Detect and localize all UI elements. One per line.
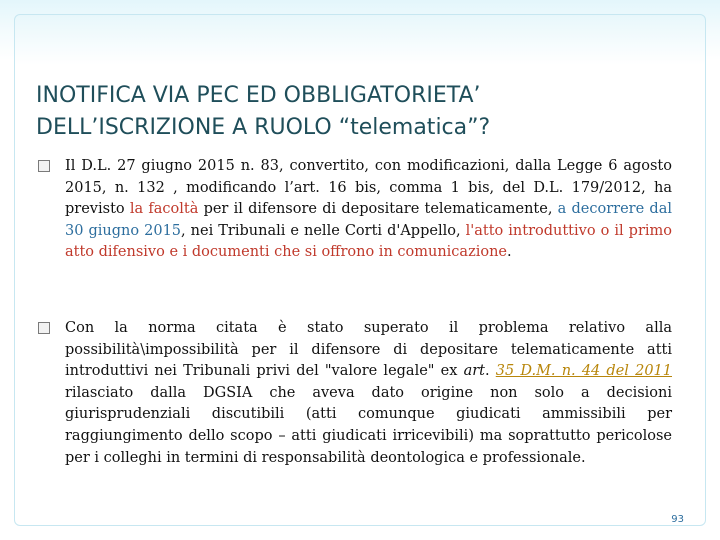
p1-highlight-facolta: la facoltà: [129, 201, 199, 218]
p2-text-e: rilasciato dalla DGSIA che aveva dato origine non solo a decisioni giurisprudenziali discutibili (atti comunque giudicati ammissibili per raggiungimento dello scopo – atti giudicati irricevibili) ma soprattutto pericolose per i colleghi in termini di responsabilità deontologica e professionale.: [65, 384, 672, 466]
p2-text-a: Con la norma citata è stato superato il problema relativo alla possibilità\impossibilità per il difensore di depositare telematicamente atti introduttivi nei Tribunali privi del "valore legale" ex: [65, 320, 672, 380]
bullet-box-icon: [38, 322, 50, 334]
page-number: 93: [671, 514, 684, 525]
p1-text-g: .: [507, 244, 512, 261]
p1-text-e: , nei Tribunali e nelle Corti d'Appello,: [181, 222, 466, 239]
paragraph-1-text: [65, 156, 672, 264]
p2-art: art: [463, 363, 485, 380]
p1-text-a: Il D.L. 27 giugno 2015 n. 83, convertito, con modificazioni, dalla Legge 6 agosto 2015, n. 132 , modificando l’art. 16 bis, comma 1 bis, del D.L. 179/2012, ha previsto: [65, 158, 672, 218]
dm-44-2011-link[interactable]: 35 D.M. n. 44 del 2011: [495, 363, 672, 380]
title-line-2: DELL’ISCRIZIONE A RUOLO “telematica”?: [36, 115, 491, 140]
slide-title: [36, 80, 676, 144]
p1-highlight-date: a decorrere dal 30 giugno 2015: [65, 201, 672, 239]
bullet-box-icon: [38, 160, 50, 172]
paragraph-2-text: [65, 318, 672, 469]
p1-highlight-atto: l'atto introduttivo o il primo atto difensivo e i documenti che si offrono in comunicazione: [65, 222, 672, 261]
title-line-1: INOTIFICA VIA PEC ED OBBLIGATORIETA’: [36, 83, 481, 108]
bullet-paragraph-1: [38, 156, 672, 264]
p2-text-c: .: [484, 363, 496, 380]
bullet-paragraph-2: [38, 318, 672, 469]
p1-text-c: per il difensore di depositare telematicamente,: [198, 201, 558, 218]
